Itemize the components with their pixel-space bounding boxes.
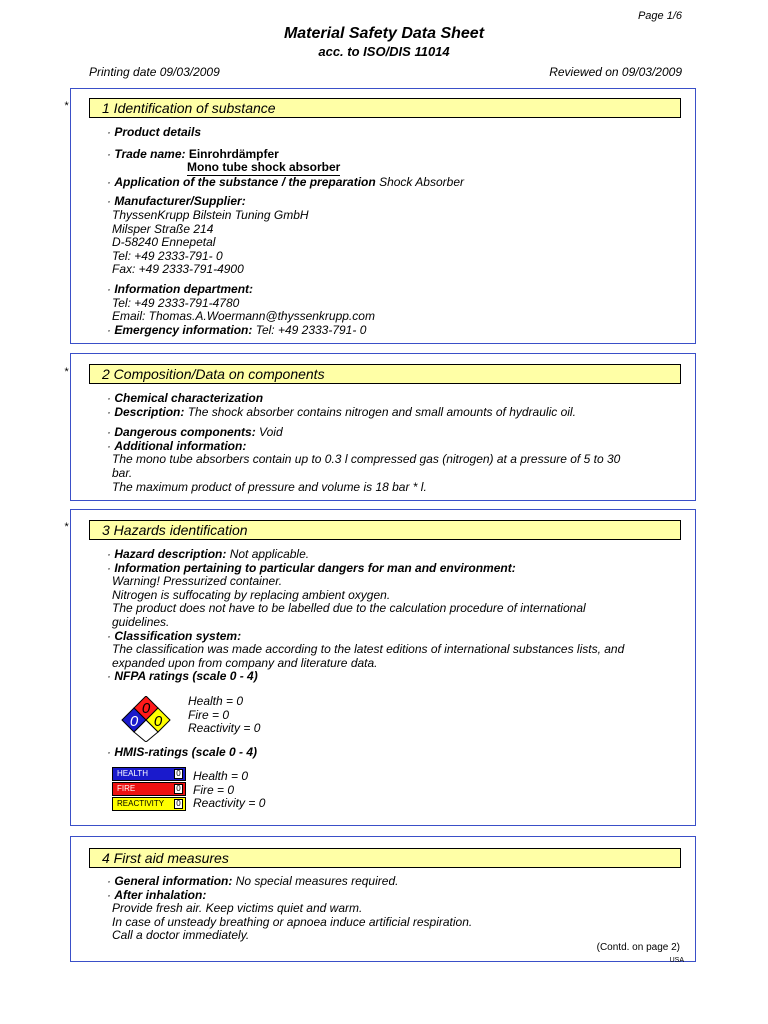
info-dept-line: Tel: +49 2333-791-4780 bbox=[112, 295, 240, 310]
inhalation-label: After inhalation: bbox=[114, 887, 207, 902]
hmis-health-row bbox=[112, 767, 186, 781]
classification-line: expanded upon from company and literature data. bbox=[112, 655, 378, 670]
revision-marker: * bbox=[64, 366, 69, 378]
trade-name-2: Mono tube shock absorber bbox=[187, 160, 341, 175]
application-value: Shock Absorber bbox=[379, 174, 464, 189]
manufacturer-line: Tel: +49 2333-791- 0 bbox=[112, 248, 223, 263]
additional-info-line: The mono tube absorbers contain up to 0.3 l compressed gas (nitrogen) at a pressure of 5 to 30 bbox=[112, 452, 621, 467]
hmis-health-value: 0 bbox=[174, 769, 183, 779]
hmis-fire-row bbox=[112, 782, 186, 796]
hmis-reactivity-label: REACTIVITY bbox=[117, 799, 165, 808]
classification-line: The classification was made according to the latest editions of international substances lists, and bbox=[112, 642, 625, 657]
description-value: The shock absorber contains nitrogen and small amounts of hydraulic oil. bbox=[187, 404, 576, 419]
hmis-reactivity-value: 0 bbox=[174, 799, 183, 809]
inhalation-line: Provide fresh air. Keep victims quiet and warm. bbox=[112, 901, 363, 916]
section-4-title: 4 First aid measures bbox=[89, 848, 681, 868]
revision-marker: * bbox=[64, 521, 69, 533]
hmis-text-line: Health = 0 bbox=[193, 769, 249, 783]
hmis-fire-value: 0 bbox=[174, 784, 183, 794]
section-4-content: · General information: No special measures required. · After inhalation: Provide fresh air. Keep victims quiet and warm. In case of unsteady breathing or apnoea induce artificial respiration. Call a doctor immediately. bbox=[107, 874, 473, 943]
section-1-title: 1 Identification of substance bbox=[89, 98, 681, 118]
hmis-text bbox=[193, 770, 265, 811]
dangerous-components-value: Void bbox=[259, 425, 283, 440]
dangers-label: Information pertaining to particular dangers for man and environment: bbox=[114, 560, 516, 575]
info-dept-label: Information department: bbox=[114, 281, 254, 296]
section-3-content: · Hazard description: Not applicable. · Information pertaining to particular dangers for man and environment: Warning! Pressurized container. Nitrogen is suffocating by replacing ambient oxygen. The product does not have to be labelled due to the calculation procedure of international guidelines. · Classification system: The classification was made according to the latest editions of international substances lists, and expanded upon from company and literature data. · NFPA ratings (scale 0 - 4) bbox=[107, 547, 625, 684]
nfpa-text bbox=[188, 695, 260, 736]
classification-label: Classification system: bbox=[114, 628, 242, 643]
reviewed-date: Reviewed on 09/03/2009 bbox=[549, 65, 682, 79]
nfpa-text-line: Fire = 0 bbox=[188, 707, 230, 722]
dangers-line: guidelines. bbox=[112, 614, 170, 629]
hazard-desc-label: Hazard description: bbox=[114, 547, 227, 561]
product-details-label: Product details bbox=[114, 125, 202, 139]
application-label: Application of the substance / the preparation bbox=[114, 174, 376, 189]
country-code: USA bbox=[669, 957, 684, 964]
continued-note: (Contd. on page 2) bbox=[596, 942, 680, 953]
nfpa-reactivity-value: 0 bbox=[153, 713, 163, 730]
additional-info-label: Additional information: bbox=[114, 438, 247, 453]
nfpa-text-line: Health = 0 bbox=[188, 694, 244, 708]
emergency-value: Tel: +49 2333-791- 0 bbox=[255, 322, 367, 337]
nfpa-diamond bbox=[110, 696, 182, 742]
hmis-fire-label: FIRE bbox=[117, 784, 136, 793]
trade-name-1: Einrohrdämpfer bbox=[188, 146, 279, 161]
emergency-label: Emergency information: bbox=[114, 322, 253, 337]
inhalation-line: Call a doctor immediately. bbox=[112, 928, 250, 943]
inhalation-line: In case of unsteady breathing or apnoea induce artificial respiration. bbox=[112, 914, 473, 929]
info-dept-line: Email: Thomas.A.Woermann@thyssenkrupp.com bbox=[112, 309, 375, 324]
manufacturer-line: D-58240 Ennepetal bbox=[112, 235, 216, 250]
hmis-reactivity-row bbox=[112, 797, 186, 811]
manufacturer-label: Manufacturer/Supplier: bbox=[114, 194, 246, 209]
section-3-title: 3 Hazards identification bbox=[89, 520, 681, 540]
manufacturer-line: Milsper Straße 214 bbox=[112, 221, 214, 236]
revision-marker: * bbox=[64, 100, 69, 112]
additional-info-line: The maximum product of pressure and volume is 18 bar * l. bbox=[112, 479, 427, 494]
manufacturer-line: ThyssenKrupp Bilstein Tuning GmbH bbox=[112, 207, 309, 222]
dangers-line: Nitrogen is suffocating by replacing ambient oxygen. bbox=[112, 587, 391, 602]
dangers-line: Warning! Pressurized container. bbox=[112, 574, 283, 589]
description-label: Description: bbox=[114, 404, 185, 419]
additional-info-line: bar. bbox=[112, 465, 133, 480]
page-number: Page 1/6 bbox=[637, 10, 682, 22]
hmis-health-label: HEALTH bbox=[117, 769, 148, 778]
dangerous-components-label: Dangerous components: bbox=[114, 425, 256, 440]
trade-name-label: Trade name: bbox=[114, 146, 186, 161]
section-2-title: 2 Composition/Data on components bbox=[89, 364, 681, 384]
nfpa-fire-value: 0 bbox=[141, 700, 151, 717]
hmis-heading: · HMIS-ratings (scale 0 - 4) bbox=[107, 745, 258, 759]
hmis-label: HMIS-ratings (scale 0 - 4) bbox=[114, 745, 258, 759]
nfpa-text-line: Reactivity = 0 bbox=[188, 721, 261, 736]
general-info-label: General information: bbox=[114, 874, 233, 888]
nfpa-health-value: 0 bbox=[129, 713, 139, 730]
hmis-text-line: Fire = 0 bbox=[193, 782, 235, 797]
nfpa-label: NFPA ratings (scale 0 - 4) bbox=[114, 669, 258, 684]
section-1-content: · Product details · Trade name: Einrohrdämpfer Mono tube shock absorber · Application of the substance / the preparation Shock Absorber · Manufacturer/Supplier: ThyssenKrupp Bilstein Tuning GmbH Milsper Straße 214 D-58240 Ennepetal Tel: +49 2333-791- 0 Fax: +49 2333-791-4900 · Information department: Tel: +49 2333-791-4780 Email: Thomas.A.Woermann@thyssenkrupp.com · Emergency information: Tel: +49 2333-791- 0 bbox=[107, 125, 464, 337]
document-subtitle: acc. to ISO/DIS 11014 bbox=[318, 44, 450, 59]
document-title: Material Safety Data Sheet bbox=[283, 25, 485, 42]
hmis-text-line: Reactivity = 0 bbox=[193, 796, 266, 811]
manufacturer-line: Fax: +49 2333-791-4900 bbox=[112, 262, 244, 277]
dangers-line: The product does not have to be labelled due to the calculation procedure of international bbox=[112, 601, 586, 616]
printing-date: Printing date 09/03/2009 bbox=[89, 65, 220, 79]
general-info-value: No special measures required. bbox=[235, 874, 399, 888]
section-2-content: · Chemical characterization · Description: The shock absorber contains nitrogen and small amounts of hydraulic oil. · Dangerous components: Void · Additional information: The mono tube absorbers contain up to 0.3 l compressed gas (nitrogen) at a pressure of 5 to 30 bar. The maximum product of pressure and volume is 18 bar * l. bbox=[107, 391, 621, 494]
hazard-desc-value: Not applicable. bbox=[229, 547, 310, 561]
chem-char-label: Chemical characterization bbox=[114, 391, 264, 405]
